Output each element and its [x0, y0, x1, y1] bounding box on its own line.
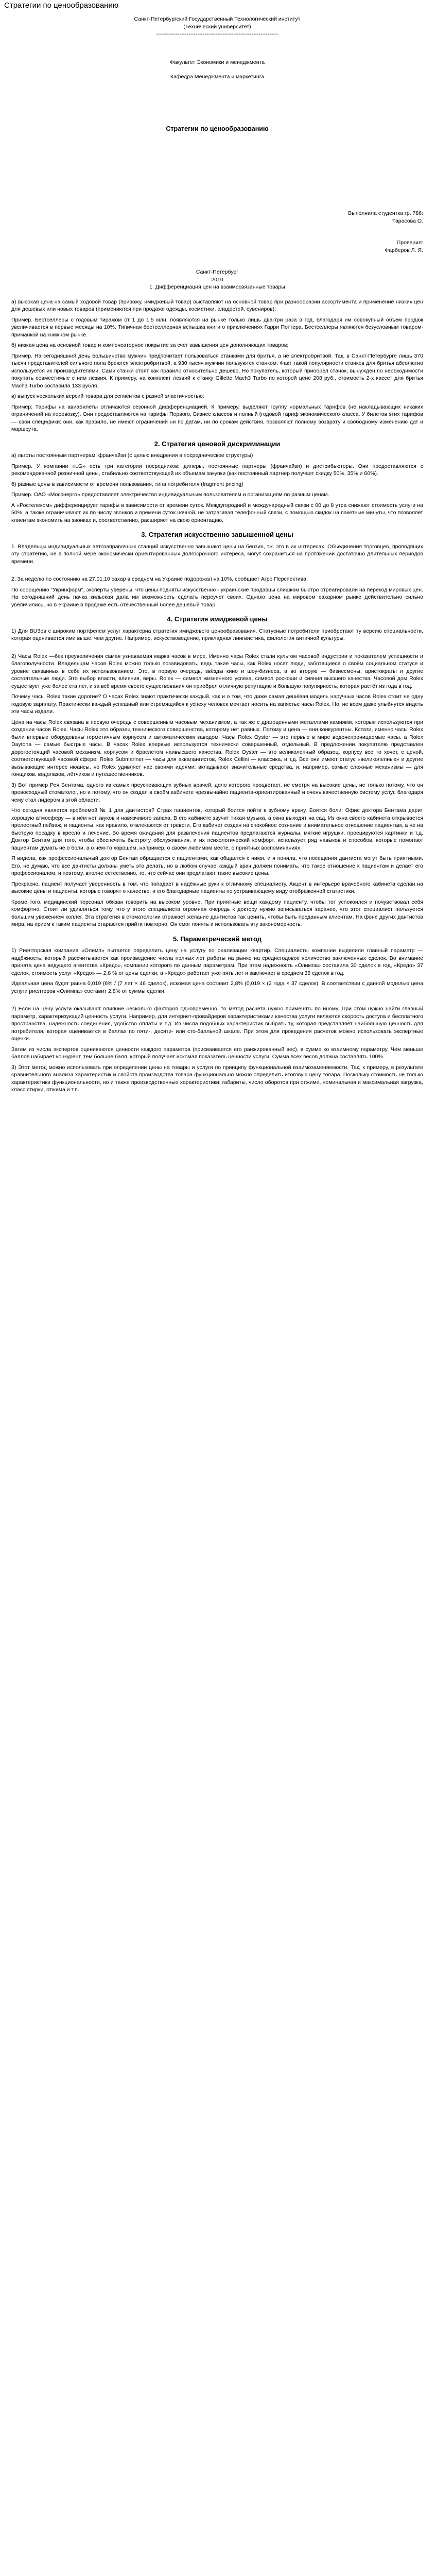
spacer: [11, 646, 423, 653]
author-name: Тарасова О.: [392, 217, 423, 224]
paragraph: Что сегодня является проблемой № 1 для дантистов? Страх пациентов, который боится пойти к зубному врачу. Боятся боли. Офис доктора Бентама дарит хорошую атмосферу — в нём нет звуков и навязчивого запаха. В его кабинете звучит тихая музыка, а окна выходят на сад. Из окна своего кабинета открывается прелестный пейзаж, и пациенты, как правило, отвлекаются от тревоги. Его кабинет создан на спокойное сознание и внимательное отношение пациентам, а не на быструю посадку в кресло и лечение. Во время ожидания для развлечения пациентов предлагаются журналы, мягкие игрушки, проецируются картинки и т.д. Доктор Бентам для того, чтобы обеспечить быстроту обслуживания, и их психологический комфорт, использует ряд навыков и способов, которые помогают пациентам думать не о боли, а о чём-то хорошем, например, о своём любимом месте, о приятных воспоминаниях.: [11, 807, 423, 851]
paragraph: Почему часы Rolex такие дорогие? О часах Rolex знают практически каждый, как и о том, что даже самая дешёвая модель наручных часов Rolex стоит не одну годовую зарплату. Практически каждый успешный или стремящийся к успеху человек мечтает носить на запястье часы Rolex. Но, не всем даже улыбнутся видеть эти часы издали.: [11, 693, 423, 715]
paragraph: 3) Этот метод можно использовать при определении цены на товары и услуги по принципу функциональной взаимозаменяемости. Так, к примеру, в результате сравнительного анализа характеристик и свойств производства товара функционально можно определить итоговую цену товара. Поскольку стоимость не только характеристики функциональности, но и также производственные характеристики: габариты, число оборотов при отжиме, номинальная и максимальная загрузка, класс стирки, отжима и т.п.: [11, 1064, 423, 1093]
paragraph: Пример. Бестселлеры с годовым тиражом от 1 до 1,5 млн. появляются на рынке только лишь два-три раза в год, благодаря им совокупный объем продаж увеличивается в первые месяцы на 10%. Типичная бестселлерная вспышка книги о приключениях Гарри Поттера. Бестселлеры являются безусловным товаром-приманкой на книжном рынке.: [11, 316, 423, 338]
document-page: [11, 15, 423, 1097]
paragraph: Идеальная цена будет равна 0,019 (6% / (7 лет × 46 сделок), искомая цена составит 2,8% (0,019 × (2 года × 37 сделок). В соответствии с данной моделью цена услуги риелторов «Олимпа» составит 2,8% от суммы сделки.: [11, 980, 423, 994]
paragraph: Цена на часы Rolex связана в первую очередь с совершенным часовым механизмом, а так же с драгоценными металлами камнями, которые используются при создании часов Rolex. Часы Rolex это образец технического совершенства, которому нет равных. Потому и цена — они конкурентны. Кстати, именно часы Rolex были впервые оборудованы герметичным корпусом и автоматическим заводом. Часы Rolex Oyster — это первые в мире водонепроницаемые часы, а Rolex Daytona — самые быстрые часы. В часах Rolex впервые используется технически совершенный, отдельный. В предложении покупателю представлен дорогостоящий часовой механизм, корпусом и браслетом наивысшего качества. Rolex Oyster — это великолепный образец, корпусу все то хочет, с ценой, соответствующей часовой сфере: Rolex Submariner — часы для аквалангистов, Rolex Cellini — классика, и т.д. Все они имеют статус «великолепных» и другие вызывающие интерес нюансы, но Rolex удивляет нас своими идеями: вкладывают значительные средства, и, например, самые сложные механизмы — для гонщиков, водолазов, лётчиков и путешественников.: [11, 719, 423, 777]
paragraph: Кроме того, медицинский персонал обязан говорить на высоком уровне. При приятные вещи каждому пациенту, чтобы тот успокоился и почувствовал себя комфортно. Стоит ли удивляться тому, что у этого специалиста огромная очередь к доктору нужно записываться заранее, что этот специалист пользуется большим уважением коллег. Эта стратегия в стоматологии отражает желание дантистов так ценить, чтобы быть преданным клиентам. На фоне других дантистов мира, на прием к таким пациенты стараются прийти повторно. Он смог понять и использовать эту закономерность.: [11, 899, 423, 927]
paragraph: Пример. У компании «LG» есть три категории посредников: дилеры, постоянные партнеры (франчайзи) и дистрибьюторы. Они предоставляются с рекомендованной розничной цены, стабильно соответствующей их объемам закупки (как постоянный партнер получает скидку 50%, 35% и 60%).: [11, 463, 423, 477]
section-heading: 4. Стратегия имиджевой цены: [167, 615, 268, 623]
paragraph: Пример. ОАО «Мосэнерго» предоставляет электричество индивидуальным пользователям и организациям по разным ценам.: [11, 492, 329, 498]
paragraph: 2) Если на цену услуги оказывают влияние несколько факторов одновременно, то метод расчета нужно применять по иному. При этом нужно найти главный параметр, характеризующий ценность услуги. Например, для интернет-провайдеров характеристиками качества услуги являются скорость доступа и бесплатного пространства, надежность соединения, удобство оплаты и т.д. Из числа подобных характеристик выбрать ту, которая представляет наибольшую ценность для потребителя, которая оценивается в баллах по пяти-, десяти- или сто-балльной шкале. При этом для проведения расчетов можно использовать экспертные оценки.: [11, 1006, 423, 1042]
spacer: [11, 568, 423, 575]
paragraph: б) низкая цена на основной товар и компенсаторное покрытие за счет завышения цен дополняющих товаров;: [11, 342, 289, 348]
document-body: [11, 283, 423, 1094]
section-subheading: 1. Дифференциация цен на взаимосвязанные товары: [149, 284, 285, 290]
paragraph: 1. Владельцы индивидуальных автозаправочных станций искусственно завышают цены на бензин, т.к. это в их интересах. Объединения торговцев, проводящих эту стратегию, не в полной мере экономически ориентированных долгосрочного интереса, могут сохраниться на протяжении достаточно длительных периодов времени.: [11, 543, 423, 565]
reviewer-label: Проверил:: [396, 240, 423, 246]
spacer: [11, 291, 423, 298]
department-name: Кафедра Менеджмента и маркетинга: [170, 74, 265, 80]
section-heading: 3. Стратегия искусственно завышенной цены: [141, 531, 293, 538]
city: Санкт-Петербург: [196, 269, 239, 275]
paragraph: б) разные цены в зависимости от времени пользования, типа потребителя (fragment pricing): [11, 481, 243, 487]
paragraph: Я видела, как профессиональный доктор Бентам обращается с пациентами, как общается с ними, и я поняла, что посещения дантиста могут быть приятными. Его, не думаю, что все дантисты должны уметь это делать, но в любом случае каждый врач должен понимать, что такое отношение к пациентам и делает его профессионалом, и поэтому, вполне естественно, то, что сейчас они предлагают такие высокие цены.: [11, 855, 423, 876]
section-heading: 5. Параметрический метод: [172, 935, 261, 943]
paragraph: Затем из числа экспертов оцениваются ценности каждого параметра (присваивается его ранжированный вес), в сумме ко взаимному параметру. Чем меньше баллов набирает конкурент, тем больше балл, который получает искомая показатель ценности услуги. Сумма всех весов должна составлять 100%.: [11, 1046, 423, 1060]
paragraph: а) льготы постоянным партнерам, франчайзи (с целью внедрения в посредническое структуры): [11, 452, 253, 459]
paragraph: А «Ростелеком» дифференцирует тарифы в зависимости от времени суток. Междугородний и международный связи с 00 до 8 утра снижают стоимость услуги на 50%, а также ограничивают их по числу звонков и времени суток ночной, не затрагивая телефонный связи, с помощью скидок на пакетные минуты, что позволяет клиентам экономить на звонках и, соответственно, расширяет на свою ориентацию.: [11, 502, 423, 523]
divider-line: --------------------------------------------------------------------: [156, 31, 278, 37]
spacer: [11, 998, 423, 1005]
paragraph: Прекрасно, пациент получает уверенность в том, что попадает в надёжные руки к отличному специалисту. Акцент в интерьере врачебного кабинета сделан на высокие цены и пациенты, которые говорят о качестве, и его благодарные пациенты по устраивающему виду отображенной статистики.: [11, 880, 423, 894]
paragraph: 1) Риелторская компания «Олимп» пытается определить цену на услугу по реализации квартир. Специалисты компании выделили главный параметр — надёжность, который рассчитывается как произведение числа полных лет работы на рынке на среднегодовое количество заключенных сделок. Во внимание принята цена ведущего агентства «Кредо», компании которого по данным параметрам. При этом надежность «Олимпа» составила 30 сделок в год, «Кредо» 37 сделок, стоимость услуг «Кредо» — 2,8 % от цены сделки, а «Кредо» работает уже пять лет и заключает в среднем 35 сделок в год.: [11, 947, 423, 976]
paragraph: а) высокая цена на самый ходовой товар (привожу, имиджевый товар) выставляют на основной товар при разнообразии ассортимента и применение низких цен для дешевых или новых товаров (применяются при продаже одежды, косметики, сладостей, сувениров):: [11, 298, 423, 312]
paragraph: 2) Часы Rolex —без преувеличения самая узнаваемая марка часов в мире. Именно часы Rolex стали культом часовой индустрии и показателем успешности и благополучности. Владельцам часов Rolex можно только позавидовать, ведь такие часы, как Rolex носят люди, заботящиеся о своём социальном статусе и уровне связанных в себе их использованием. Это, в первую очередь, звёзды кино и шоу-бизнеса, а во вторую — бизнесмены, аристократы и другие состоятельные люди. Это выбор власти, влияния, веры. Rolex — символ жизненного успеха, символ роскоши и сияния высшего качества. Часовой дом Rolex существует уже более ста лет, и за всё время своего существования он приобрел отличную репутацию и большую популярность, которая растёт из года в год.: [11, 653, 423, 689]
window-title: Стратегии по ценообразованию: [4, 1, 119, 10]
work-title: Стратегии по ценообразованию: [166, 125, 269, 132]
paragraph: Пример. На сегодняшний день большинство мужчин предпочитает пользоваться станками для бритья, а не электробритвой. Так, в Санкт-Петербурге лишь 370 тысяч представителей сильного пола бреются электробритвой, а 930 тысяч мужчин пользуются станком. Факт такой популярности станков для бритья абсолютно используется их производителями. Сами станки стоят как правило относительно дешево. Но покупатель, который приобрел станок, вынужден по необходимости покупать совместимые с ним лезвия. К примеру, на комплект лезвий к станку Gillette Mach3 Turbo по которой цене 208 руб., стоимость 2-х кассет для бритья Mach3 Turbo составила 133 рубля.: [11, 352, 423, 389]
author-label: Выполнила студентка гр. 786:: [348, 210, 423, 216]
year: 2010: [211, 276, 223, 283]
paragraph: Пример: Тарифы на авиабилеты отличаются сезонной дифференциацией. К примеру, выделяют группу нормальных тарифов (не накладывающих никаких ограничений на перевозку). Они предоставляются на тарифы Первого, Бизнес классов и полный (годовой тариф экономического класса. У билетов этих тарифов — свои специфики: они, как правило, не имеют ограничений ни по датам, ни по срокам действия, позволяют полному возврату и свободному изменению дат и маршрута.: [11, 403, 423, 432]
university-name: Санкт-Петербургский Государственный Технологический институт: [134, 16, 301, 22]
paragraph: По сообщению "Укринформ", эксперты уверены, что цены подняты искусственно - украинские продавцы слишком быстро отреагировали на переход мировых цен. На сегодняшний день пачка кильская дала им возможность сделать переучет своих. Однако цена на мировом сахарном рынке действительно сильно увеличились, но в Украине в продаже есть отечественный более дешевый товар.: [11, 586, 423, 608]
paragraph: 1) Для BUЗов с широким портфелем услуг характерна стратегия имиджевого ценообразования. Статусные потребители приобретают ту версию специальности, которая оценивается ими выше, чем другие. Например, искусствоведение, прикладная лингвистика, филология античной культуры.: [11, 628, 423, 641]
paragraph: в) выпуск нескольких версий товара для сегментов с разной эластичностью:: [11, 393, 204, 399]
university-subtitle: (Технический университет): [183, 23, 251, 30]
paragraph: 3) Вот пример Рея Бентама, одного из самых преуспевающих зубных врачей, дело которого процветает, не смотря на высокие цены, не только потому, что он превосходный стоматолог, но и потому, что он создал в своём кабинете чрезвычайно пациента-ориентированный и очень качественную систему услуг, благодаря чему стал лидером в этой области.: [11, 782, 423, 803]
paragraph: 2. За неделю по состоянию на 27.01.10 сахар в среднем на Украине подорожал на 10%, сообщает Агро Перспектива.: [11, 576, 308, 582]
faculty-name: Факультет Экономики и менеджмента: [169, 59, 265, 65]
section-heading: 2. Стратегия ценовой дискриминации: [154, 439, 281, 448]
reviewer-name: Фарберов Л. Я.: [385, 247, 423, 253]
